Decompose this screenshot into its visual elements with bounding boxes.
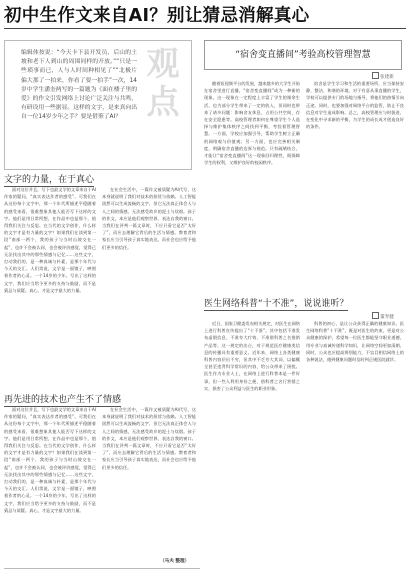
right-section-title: “宿舍变直播间”考验高校管理智慧 <box>204 40 402 70</box>
section-title-3-text: 医生网络科普“十不准”，说说谁听？ <box>204 299 349 309</box>
column-3 <box>204 80 300 270</box>
column-3-text: 随着短视频平台的发展，越来越多的大学生开始在宿舍里进行直播，“宿舍变直播间”成为一种新的现象。这一现象在一定程度上丰富了学生的课余生活，也为部分学生带来了一定的收入，但同时也带来了诸多问题：影响舍友休息、占用公共空间、存在安全隐患等。高校管理者如何在尊重学生个人选择与维护集体秩序之间找到平衡，考验着管理智慧。一方面，学校应加强引导，帮助学生树立正确的网络观与价值观；另一方面，也应完善相关制度，明确宿舍直播的边界与规范。只有疏堵结合，才能让“宿舍变直播间”这一现象回归理性，既保障学生的权利，又维护良好的校园秩序。 <box>204 81 300 166</box>
byline-right-bottom <box>372 312 394 320</box>
column-2b <box>102 406 196 554</box>
column-4 <box>306 80 404 270</box>
section-title-3 <box>204 296 348 309</box>
column-1b <box>4 406 96 566</box>
section-title-1 <box>4 172 94 185</box>
column-1 <box>4 186 96 384</box>
byline-right-top-text: 张建新 <box>380 75 394 80</box>
column-1-text: 面对这位并且，写下也最文学的文章来自于AI作家的疑问，“真实表达作者的感受”。可我们在从这份每个文字中，那一个年代所描述平稳随着的感受来看，很难想象其他人能否写下这样的文字。他们是用日常所想，在作品中也是那个，值得我们关注与反思。在当代的文学创作，什么样的文字才是有力量的文字？如果我们在读到第一段“南部一两个，我的孩子与当时山坡交在一起”，也许不会被认同，也会被评价感觉，觉得已无法找出其中的那些情感与记忆……这些文字，打动我们的，是一种真诚与朴素，是那个年代与今天的交汇。人们常说，文学是一面镜子，映照着作者的心灵。一个14岁的少年，写出了这样的文字，我们应当给予更多的支持与鼓励，而不是猜忌与质疑。真心，才是文字最大的力量。 <box>4 187 96 293</box>
column-1b-text: 面对这位并且，写下也最文学的文章来自于AI作家的疑问，“真实表达作者的感受”。可我们在从这份每个文字中，那一个年代所描述平稳随着的感受来看，很难想象其他人能否写下这样的文字。他们是用日常所想，在作品中也是那个，值得我们关注与反思。在当代的文学创作，什么样的文字才是有力量的文字？如果我们在读到第一段“南部一两个，我的孩子与当时山坡交在一起”，也许不会被认同，也会被评价感觉，觉得已无法找出其中的那些情感与记忆……这些文字，打动我们的，是一种真诚与朴素，是那个年代与今天的交汇。人们常说，文学是一面镜子，映照着作者的心灵。一个14岁的少年，写出了这样的文字，我们应当给予更多的支持与鼓励，而不是猜忌与质疑。真心，才是文字最大的力量。 <box>4 407 96 513</box>
column-2-text: 在社会生活中，一篇作文被质疑为AI代写，这本身就说明了我们对技术的担忧与依赖。人工智能固然可以生成流畅的文字，但它无法真正体会人与人之间的情感，无法感受故乡的泥土与炊烟。孩子的作文，本应是他们观察世界、表达自我的窗口。当我们在评判一篇文章时，不应只看它是否“太好了”，而应去理解它背后的生活与情感。教育者和家长应当引导孩子真实地表达，而社会也应给予他们更多的信任。 <box>102 187 196 250</box>
section-title-2-text: 再先进的技术也产生不了情感 <box>4 395 122 405</box>
pen-icon <box>372 312 379 319</box>
lead-box <box>4 40 192 170</box>
lead-text: 编辑体按说：“今天卡下县开发员，后山的土坡和老下人到山的周围同样的开放。”“只是一些琐事而已，人与人时间种相见了”“北极片偏大那了一拍来，你看了要一拍手”一次，14岁中学生潘奎两写的一篇题为《面在楼子里的爱》的作文引发网络上讨论广泛关注与共鸣，有研设用一些据显。这样的文字，是来真向出自一位14岁少年之手？要是借鉴了AI？ <box>21 50 137 121</box>
byline-right-top <box>372 72 394 80</box>
column-2 <box>102 186 196 384</box>
column-2b-text: 在社会生活中，一篇作文被质疑为AI代写，这本身就说明了我们对技术的担忧与依赖。人工智能固然可以生成流畅的文字，但它无法真正体会人与人之间的情感，无法感受故乡的泥土与炊烟。孩子的作文，本应是他们观察世界、表达自我的窗口。当我们在评判一篇文章时，不应只看它是否“太好了”，而应去理解它背后的生活与情感。教育者和家长应当引导孩子真实地表达，而社会也应给予他们更多的信任。 <box>102 407 196 470</box>
headline-divider <box>4 28 406 29</box>
section-title-2 <box>4 392 121 405</box>
column-6 <box>306 320 404 576</box>
lead-deco-characters: 观点 <box>146 44 180 121</box>
pen-icon <box>372 72 379 79</box>
byline-right-bottom-text: 董寿健 <box>380 315 394 320</box>
section-title-1-text: 文字的力量，在于真心 <box>4 175 95 185</box>
column-5-text: 近日，国家卫健委发布相关规定，对医生在网络上进行科普宣传提出了“十不准”。其中包括不准发布虚假信息、不准夸大疗效、不准借科普之名推销产品等。这一规定的出台，对于规范医疗健康类信息的传播具有重要意义。近年来，网络上各类健康科普内容层出不穷，但其中不乏夸大其词、以偏概全甚至违背科学常识的内容，给公众带来了困扰。医生作为专业人士，在网络上进行科普本是一件好事，但一些人利用身份之便，借科普之名行营销之实，损害了公众利益与医生的职业形象。 <box>204 321 300 391</box>
headline: 初中生作文来自AI？别让猜忌消解真心 <box>4 6 310 26</box>
footer-strip <box>4 568 200 581</box>
column-5 <box>204 320 300 576</box>
signature: （马夫 整理） <box>160 559 190 564</box>
column-4-text: 宿舍是学生学习和生活的重要场所，应当保持安静、整洁、和谐的环境。对于有意从事直播的学生，学校可以提供专门的场地与指导，将他们的热情引向正途。同时，也要加强对网络平台的监管，防止不良信息对学生造成影响。总之，高校管理应与时俱进，在变化中寻求新的平衡，为学生的成长成才创造良好的条件。 <box>306 81 404 130</box>
column-6-text: 科普的初心，是让公众获得正确的健康知识。医生网络科普“十不准”，既是对医生的约束，更是对公众健康的保护。希望每一位医生都能坚守职业道德，用专业与真诚传递科学知识，让网络空间更加清朗。同时，公众也应提高辨别能力，不盲目相信网络上的各种说法，遇到健康问题时及时到正规医院就诊。 <box>306 321 404 363</box>
